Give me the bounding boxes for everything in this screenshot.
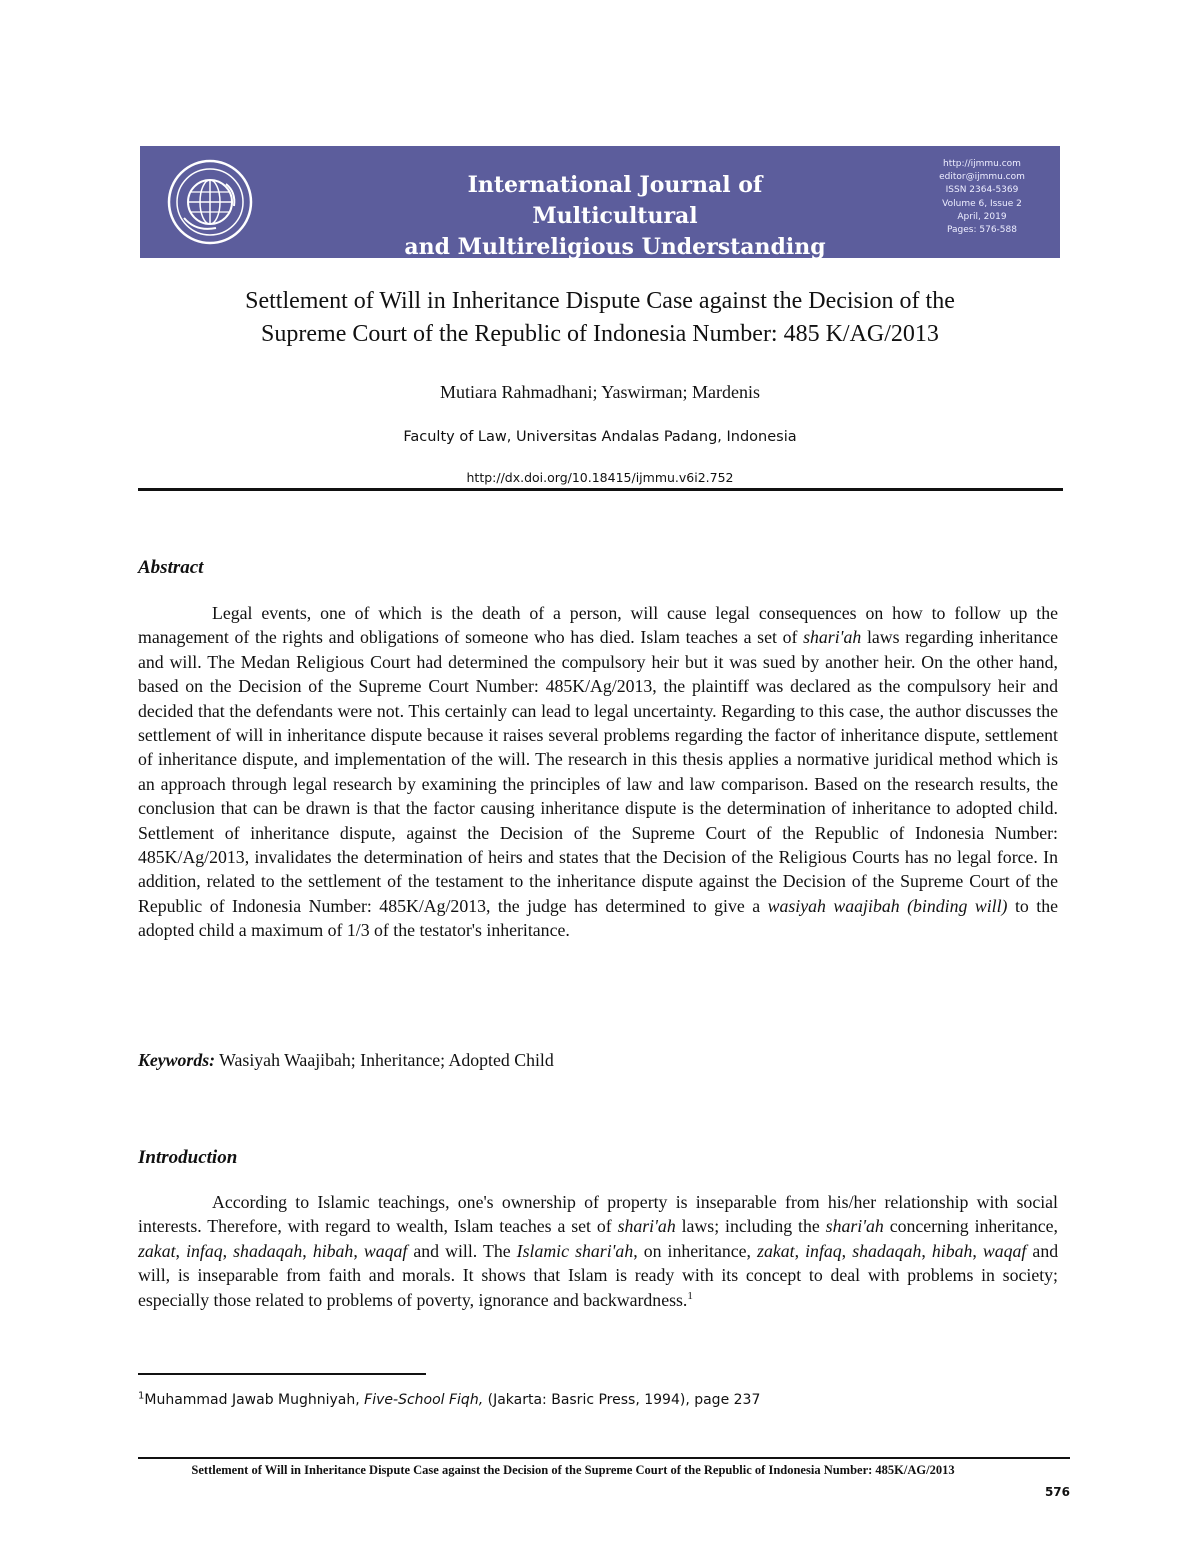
- journal-url[interactable]: http://ijmmu.com: [943, 159, 1021, 169]
- footnote-divider: [138, 1373, 426, 1375]
- footnote-reference[interactable]: 1: [687, 1289, 693, 1302]
- abstract-text-1: Legal events, one of which is the death of a person, will cause legal consequences on how to follow up the management of the rights and obligations of someone who has died. Islam teaches a set of: [138, 603, 1058, 648]
- intro-term: shadaqah: [233, 1240, 303, 1261]
- intro-term: zakat: [757, 1240, 795, 1261]
- introduction-heading: Introduction: [138, 1147, 238, 1168]
- abstract-term-wasiyah: wasiyah waajibah (binding will): [767, 895, 1008, 916]
- intro-text: , on inheritance,: [633, 1240, 758, 1261]
- intro-term: Islamic shari'ah: [516, 1240, 634, 1261]
- footer-divider: [138, 1457, 1070, 1459]
- intro-text: laws; including the: [675, 1216, 826, 1237]
- intro-text: According to Islamic teachings, one's ownership of property is inseparable from his/her relationship with social interests. Therefore, with regard to wealth, Islam teaches a set of: [138, 1192, 1058, 1237]
- article-authors: Mutiara Rahmadhani; Yaswirman; Mardenis: [440, 382, 760, 402]
- intro-term: waqaf: [363, 1240, 408, 1261]
- footnote-book-title: Five-School Fiqh,: [364, 1392, 484, 1408]
- footnote-text-1: Muhammad Jawab Mughniyah,: [144, 1392, 365, 1408]
- intro-text: ,: [175, 1240, 187, 1261]
- intro-text: and will. The: [407, 1240, 517, 1261]
- keywords-label: Keywords:: [138, 1050, 216, 1070]
- abstract-term-shariah: shari'ah: [803, 627, 862, 648]
- journal-title-line-1: International Journal of Multicultural: [467, 172, 763, 229]
- intro-text: ,: [972, 1240, 983, 1261]
- intro-text: concerning inheritance,: [883, 1216, 1059, 1237]
- abstract-text-3: to the adopted child a maximum of 1/3 of the testator's inheritance.: [138, 895, 1058, 941]
- intro-term: hibah: [931, 1240, 973, 1261]
- introduction-body: [138, 1190, 1058, 1312]
- intro-text: ,: [921, 1240, 932, 1261]
- article-title-line-1: Settlement of Will in Inheritance Dispute Case against the Decision of the: [245, 288, 955, 314]
- footnote: [138, 1390, 1058, 1410]
- keywords: [138, 1048, 1058, 1072]
- intro-term: infaq: [186, 1240, 223, 1261]
- intro-term: zakat: [138, 1240, 176, 1261]
- intro-text: ,: [222, 1240, 234, 1261]
- journal-date: April, 2019: [957, 211, 1007, 222]
- running-footer-title: Settlement of Will in Inheritance Dispute Case against the Decision of the Supreme Court of the Republic of Indonesia Number: 485K/AG/2013: [191, 1463, 955, 1477]
- journal-email[interactable]: editor@ijmmu.com: [939, 172, 1025, 183]
- journal-title: [385, 170, 845, 263]
- page-number: 576: [1044, 1485, 1070, 1499]
- journal-banner: [140, 146, 1060, 258]
- footnote-marker: 1: [138, 1390, 145, 1402]
- article-affiliation: Faculty of Law, Universitas Andalas Padang, Indonesia: [403, 429, 797, 445]
- abstract-text-2: laws regarding inheritance and will. The Medan Religious Court had determined the compulsory heir but it was sued by another heir. On the other hand, based on the Decision of the Supreme Court Number: 485K/Ag/2013, the plaintiff was declared as the compulsory heir and decided that the defendants were not. This certainly can lead to legal uncertainty. Regarding to this case, the author discusses the settlement of will in inheritance dispute because it raises several problems regarding the factor of inheritance dispute, settlement of inheritance dispute, and implementation of the will. The research in this thesis applies a normative juridical method which is an approach through legal research by examining the principles of law and law comparison. Based on the research results, the conclusion that can be drawn is that the factor causing inheritance dispute is the determination of inheritance to adopted child. Settlement of inheritance dispute, against the Decision of the Supreme Court of the Republic of Indonesia Number: 485K/Ag/2013, invalidates the determination of heirs and states that the Decision of the Religious Courts has no legal force. In addition, related to the settlement of the testament to the inheritance dispute against the Decision of the Supreme Court of the Republic of Indonesia Number: 485K/Ag/2013, the judge has determined to give a: [138, 627, 1059, 916]
- journal-pages: Pages: 576-588: [947, 225, 1017, 236]
- footnote-text-2: (Jakarta: Basric Press, 1994), page 237: [483, 1392, 761, 1408]
- intro-term: hibah: [312, 1240, 354, 1261]
- journal-globe-logo-icon: [166, 158, 254, 246]
- intro-text: ,: [302, 1240, 313, 1261]
- intro-term: waqaf: [982, 1240, 1027, 1261]
- intro-text: and will, is inseparable from faith and morals. It shows that Islam is ready with its concept to deal with problems in society; especially those related to problems of poverty, ignorance and backwardness.: [138, 1240, 1059, 1310]
- article-title: [130, 285, 1070, 351]
- intro-term: shari'ah: [825, 1216, 884, 1237]
- intro-term: shadaqah: [852, 1240, 922, 1261]
- journal-volume-issue: Volume 6, Issue 2: [942, 198, 1022, 209]
- abstract-body: [138, 601, 1058, 943]
- keywords-text: Wasiyah Waajibah; Inheritance; Adopted Child: [215, 1050, 554, 1070]
- intro-term: shari'ah: [617, 1216, 676, 1237]
- header-divider: [138, 488, 1063, 491]
- abstract-heading: Abstract: [138, 557, 204, 578]
- journal-issn: ISSN 2364-5369: [945, 185, 1019, 196]
- intro-text: ,: [353, 1240, 364, 1261]
- intro-text: ,: [841, 1240, 853, 1261]
- article-title-line-2: Supreme Court of the Republic of Indonesia Number: 485 K/AG/2013: [261, 321, 939, 347]
- intro-text: ,: [794, 1240, 806, 1261]
- article-doi-link[interactable]: http://dx.doi.org/10.18415/ijmmu.v6i2.752: [466, 470, 734, 485]
- journal-info: [926, 158, 1038, 237]
- journal-title-line-2: and Multireligious Understanding: [404, 234, 826, 260]
- intro-term: infaq: [805, 1240, 842, 1261]
